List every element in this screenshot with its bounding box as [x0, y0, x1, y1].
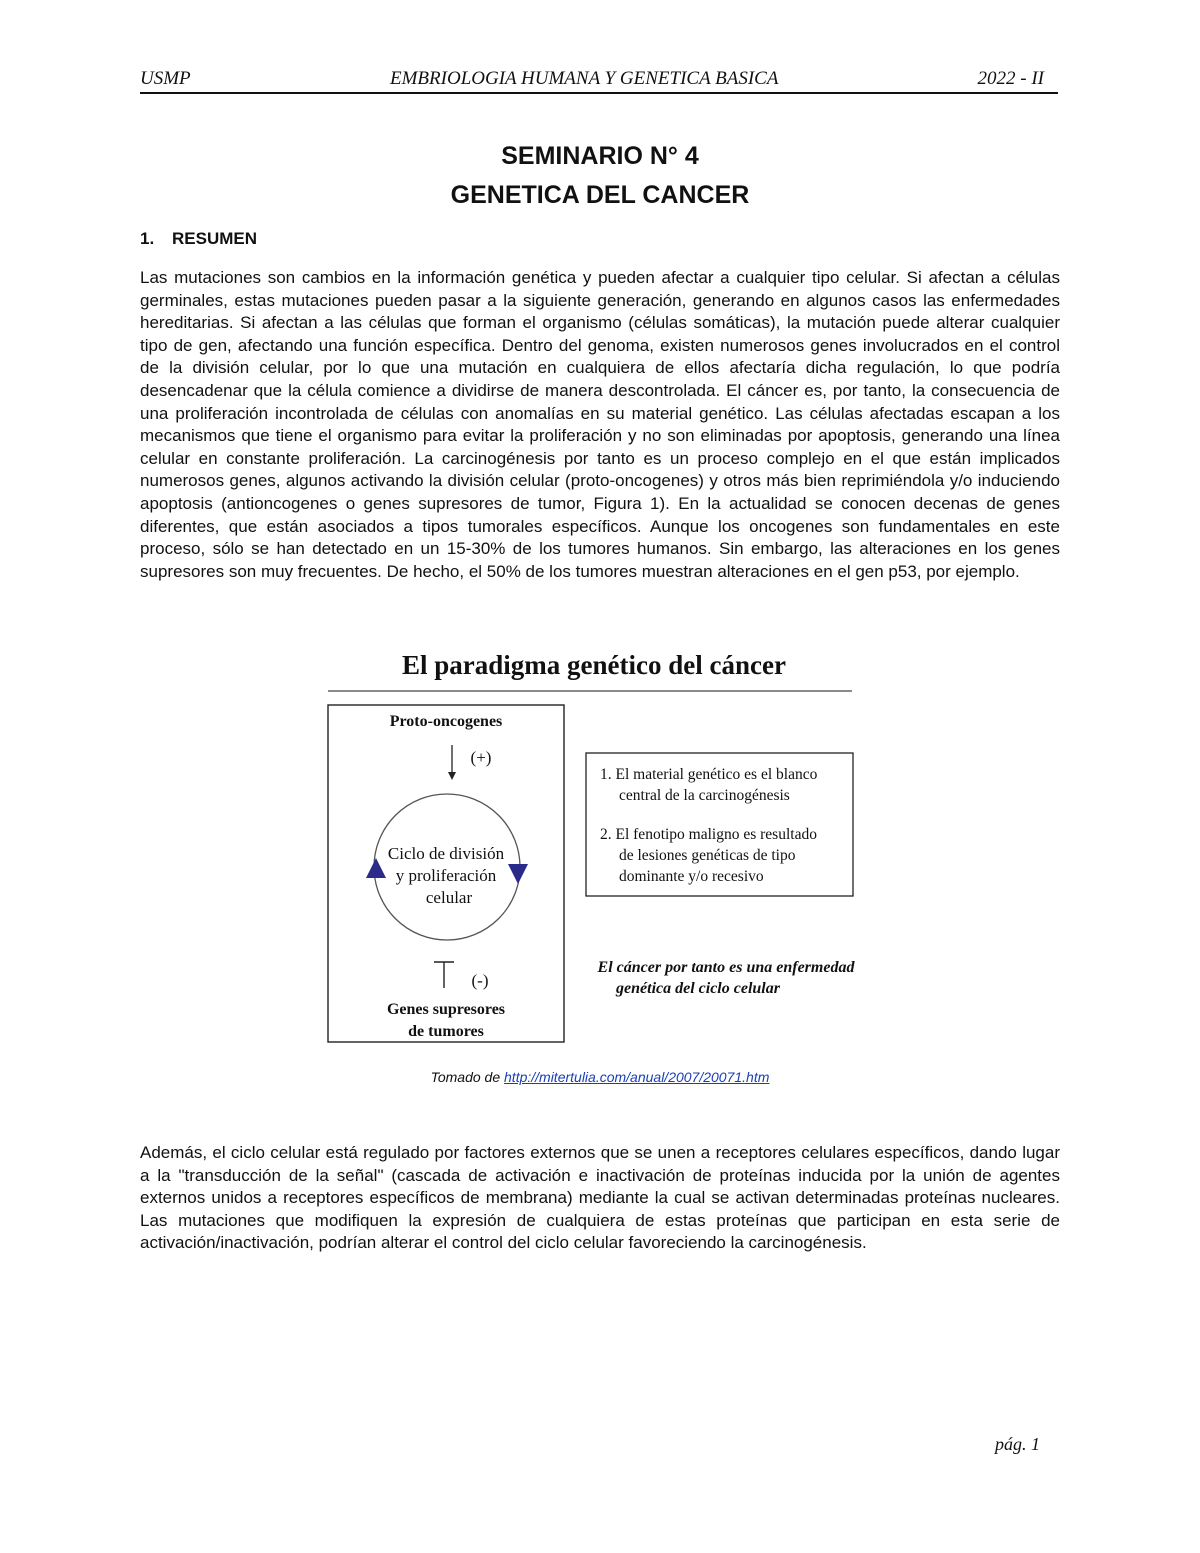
- cycle-label-line3: celular: [425, 888, 473, 907]
- conclusion-line1: El cáncer por tanto es una enfermedad: [597, 959, 855, 976]
- page-subtitle: GENETICA DEL CANCER: [450, 181, 750, 209]
- suppressor-label-line1: Genes supresores: [386, 1001, 506, 1018]
- suppressor-label-line2: de tumores: [408, 1023, 484, 1040]
- figure-cancer-paradigm: [324, 642, 880, 1054]
- cycle-label-line2: y proliferación: [395, 866, 497, 885]
- point-2-line3: dominante y/o recesivo: [619, 868, 764, 885]
- summary-paragraph-1: Las mutaciones son cambios en la información genética y pueden afectar a cualquier tipo celular. Si afectan a células germinales, estas mutaciones pueden pasar a la siguiente generación, generando en algunos casos las enfermedades hereditarias. Si afectan a las células que forman el organismo (células somáticas), la mutación puede alterar cualquier tipo de gen, afectando una función específica. Dentro del genoma, existen numerosos genes involucrados en el control de la división celular, por lo que una mutación en cualquiera de ellos afectaría dicha regulación, lo que podría desencadenar que la célula comience a dividirse de manera descontrolada. El cáncer es, por tanto, la consecuencia de una proliferación incontrolada de células con anomalías en su material genético. Las células afectadas escapan a los mecanismos que tiene el organismo para evitar la proliferación y no son eliminadas por apoptosis, generando una línea celular en constante proliferación. La carcinogénesis por tanto es un proceso complejo en el que están implicados numerosos genes, algunos activando la división celular (proto-oncogenes) y otros más bien reprimiéndola y/o induciendo apoptosis (antioncogenes o genes supresores de tumor, Figura 1). En la actualidad se conocen decenas de genes diferentes, que están asociados a tipos tumorales específicos. Aunque los oncogenes son fundamentales en este proceso, sólo se han detectado en un 15-30% de los tumores humanos. Sin embargo, las alteraciones en los genes supresores son muy frecuentes. De hecho, el 50% de los tumores muestran alteraciones en el gen p53, por ejemplo.: [140, 268, 1060, 581]
- caption-prefix: Tomado de: [430, 1069, 505, 1085]
- header-institution: USMP: [140, 68, 191, 89]
- figure-caption: [0, 1068, 1200, 1086]
- point-1-line1: 1. El material genético es el blanco: [600, 766, 818, 783]
- header-term: 2022 - II: [977, 68, 1044, 89]
- section-title: RESUMEN: [172, 229, 258, 248]
- point-1-line2: central de la carcinogénesis: [619, 787, 790, 804]
- page-title: SEMINARIO N° 4: [501, 142, 699, 170]
- page-number: pág. 1: [995, 1434, 1040, 1454]
- figure-title: El paradigma genético del cáncer: [402, 650, 786, 680]
- summary-paragraph-2: Además, el ciclo celular está regulado por factores externos que se unen a receptores celulares específicos, dando lugar a la "transducción de la señal" (cascada de activación e inactivación de proteínas inducida por la unión de agentes externos unidos a receptores específicos de membrana) mediante la cual se activan determinadas proteínas nucleares. Las mutaciones que modifiquen la expresión de cualquiera de estas proteínas que participan en esta serie de activación/inactivación, podrían alterar el control del ciclo celular favoreciendo la carcinogénesis.: [140, 1143, 1060, 1253]
- cycle-label-line1: Ciclo de división: [387, 844, 505, 863]
- proto-oncogenes-label: Proto-oncogenes: [389, 713, 503, 730]
- point-2-line2: de lesiones genéticas de tipo: [619, 847, 796, 864]
- minus-label: (-): [471, 971, 489, 990]
- plus-label: (+): [470, 748, 492, 767]
- page-header: [140, 68, 1058, 94]
- point-2-line1: 2. El fenotipo maligno es resultado: [600, 826, 817, 843]
- section-number: 1.: [140, 229, 155, 248]
- source-link[interactable]: http://mitertulia.com/anual/2007/20071.htm: [504, 1069, 770, 1085]
- section-heading: [140, 229, 257, 249]
- header-course: EMBRIOLOGIA HUMANA Y GENETICA BASICA: [390, 68, 779, 89]
- conclusion-line2: genética del ciclo celular: [616, 980, 780, 997]
